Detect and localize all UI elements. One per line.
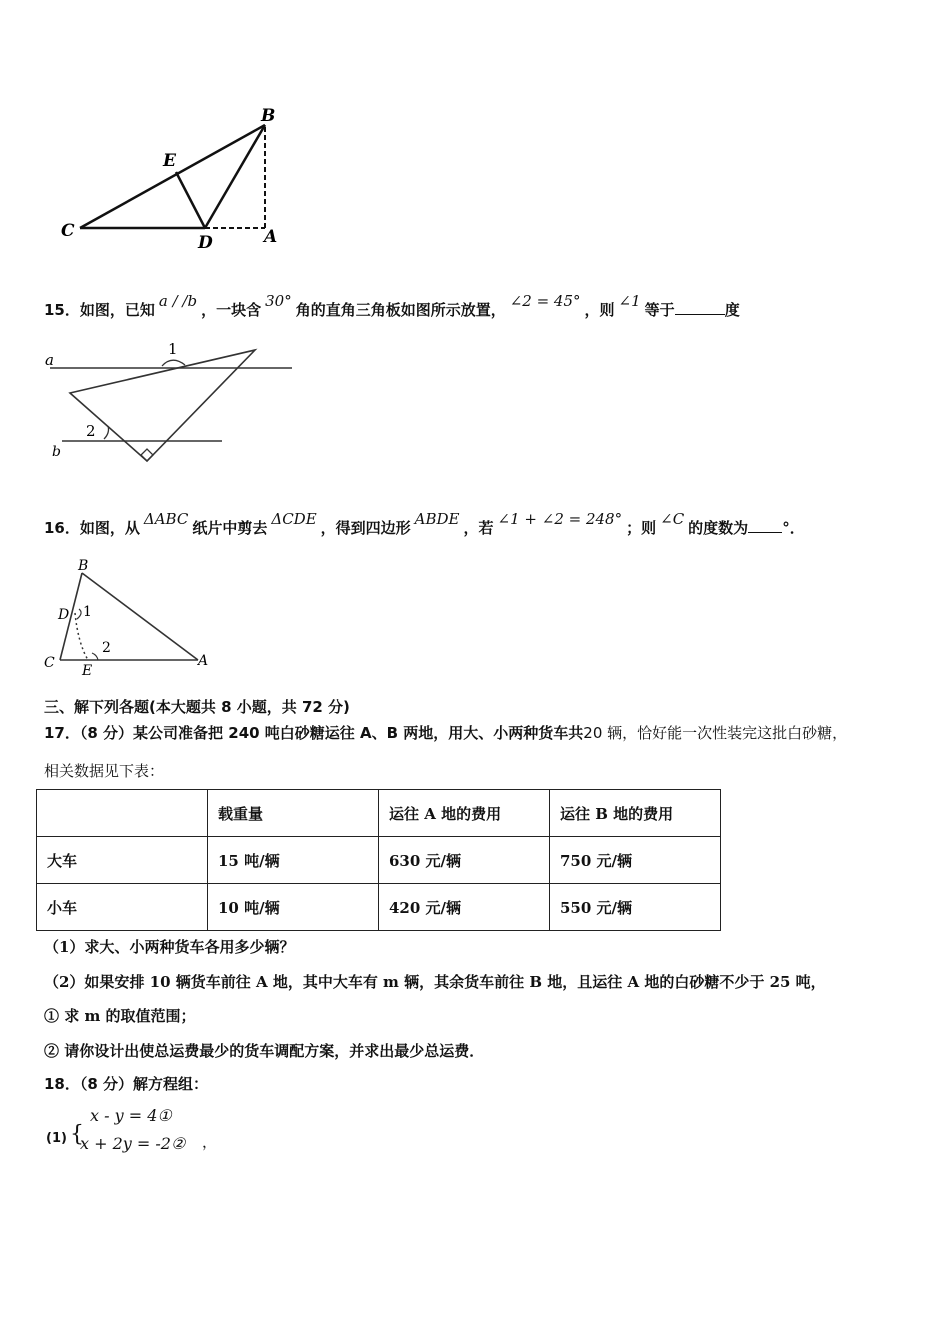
label-angle-1: 1	[168, 340, 178, 358]
label-a: A	[198, 653, 209, 669]
table-header-cell	[37, 790, 208, 837]
q16-text-3: ，得到四边形	[320, 519, 411, 537]
question-15	[44, 292, 740, 320]
angle-1-arc	[162, 360, 185, 366]
right-angle-mark	[141, 449, 153, 461]
table-header-cell: 运往 A 地的费用	[379, 790, 550, 837]
label-e: E	[82, 663, 93, 675]
q16-text-7: °．	[782, 519, 805, 537]
label-angle-2: 2	[86, 422, 96, 440]
label-e: E	[163, 151, 176, 171]
q18-tail: ，	[202, 1133, 218, 1151]
table-header-cell: 运往 B 地的费用	[550, 790, 721, 837]
section-3-title: 三、解下列各题(本大题共 8 小题，共 72 分)	[44, 698, 350, 716]
q16-answer-blank[interactable]	[748, 532, 782, 533]
table-cell: 15 吨/辆	[208, 837, 379, 884]
question-18-title: 18．（8 分）解方程组：	[44, 1075, 209, 1093]
label-b: B	[78, 558, 89, 574]
q17-part-2: （2）如果安排 10 辆货车前往 A 地，其中大车有 m 辆，其余货车前往 B 地，且运往 A 地的白砂糖不少于 25 吨，	[44, 973, 826, 991]
q17-line-2: 相关数据见下表：	[44, 762, 165, 780]
q15-text-6: 度	[724, 301, 740, 319]
q15-math-angle1: ∠1	[618, 292, 641, 310]
label-angle-1: 1	[83, 604, 92, 620]
q15-text-5: 等于	[644, 301, 675, 319]
table-cell: 630 元/辆	[379, 837, 550, 884]
table-row	[37, 837, 721, 884]
q18-part-label: (1)	[46, 1131, 67, 1146]
table-cell: 750 元/辆	[550, 837, 721, 884]
q15-number: 15．	[44, 301, 80, 319]
figure-triangle-bcd	[55, 100, 295, 255]
q16-text-1: 如图，从	[79, 519, 140, 537]
q18-equation-1: x - y = 4①	[90, 1106, 172, 1125]
q16-math-abc: ΔABC	[143, 510, 189, 528]
q15-text-3: 角的直角三角板如图所示放置，	[295, 301, 506, 319]
q16-math-cde: ΔCDE	[271, 510, 317, 528]
label-angle-2: 2	[102, 640, 111, 656]
label-c: C	[44, 655, 55, 671]
q15-math-angle2: ∠2 = 45°	[509, 292, 581, 310]
table-header-cell: 载重量	[208, 790, 379, 837]
segment-ed	[176, 172, 205, 228]
q17-part-1: （1）求大、小两种货车各用多少辆？	[44, 938, 295, 956]
label-d: D	[58, 607, 70, 623]
q16-text-6: 的度数为	[688, 519, 749, 537]
segment-ba	[82, 573, 198, 660]
q17-part-2-i: ① 求 m 的取值范围；	[44, 1007, 196, 1025]
q16-math-angle-c: ∠C	[660, 510, 685, 528]
q16-math-abde: ABDE	[414, 510, 460, 528]
q18-equation-2: x + 2y = -2②	[80, 1134, 186, 1153]
q15-math-30deg: 30°	[265, 292, 292, 310]
label-d: D	[198, 233, 213, 253]
angle-2-arc	[92, 653, 98, 660]
set-square	[70, 350, 255, 461]
q17-line-1b: 20 辆，恰好能一次性装完这批白砂糖，	[583, 724, 848, 742]
q15-answer-blank[interactable]	[675, 314, 725, 315]
q15-math-parallel: a / /b	[158, 292, 198, 310]
label-c: C	[61, 221, 75, 241]
angle-2-arc	[104, 426, 109, 439]
label-b: B	[261, 106, 276, 126]
q15-text-4: ，则	[584, 301, 615, 319]
q16-math-angle-sum: ∠1 + ∠2 = 248°	[497, 510, 623, 528]
label-a: A	[264, 227, 278, 247]
brace-icon: {	[70, 1122, 84, 1147]
q17-line-1: 17．（8 分）某公司准备把 240 吨白砂糖运往 A、B 两地，用大、小两种货车共	[44, 724, 584, 742]
figure-triangle-abc-cut	[40, 555, 220, 675]
q17-data-table	[36, 789, 721, 931]
question-17-intro	[44, 722, 847, 743]
table-header-row	[37, 790, 721, 837]
label-line-b: b	[52, 444, 61, 460]
table-row	[37, 884, 721, 931]
label-line-a: a	[45, 351, 54, 369]
q16-number: 16．	[44, 519, 80, 537]
q16-text-5: ；则	[626, 519, 657, 537]
q16-text-4: ，若	[463, 519, 494, 537]
q15-text-1: 如图，已知	[79, 301, 155, 319]
dotted-cut-de	[75, 613, 88, 660]
q15-text-2: ，一块含	[201, 301, 262, 319]
table-cell: 420 元/辆	[379, 884, 550, 931]
question-16	[44, 510, 805, 538]
table-cell: 10 吨/辆	[208, 884, 379, 931]
table-cell: 小车	[37, 884, 208, 931]
figure-parallel-lines-triangle	[40, 335, 310, 470]
table-cell: 大车	[37, 837, 208, 884]
q17-part-2-ii: ② 请你设计出使总运费最少的货车调配方案，并求出最少总运费．	[44, 1042, 485, 1060]
q16-text-2: 纸片中剪去	[192, 519, 268, 537]
segment-cb	[80, 125, 265, 228]
angle-1-arc	[77, 609, 81, 619]
table-cell: 550 元/辆	[550, 884, 721, 931]
